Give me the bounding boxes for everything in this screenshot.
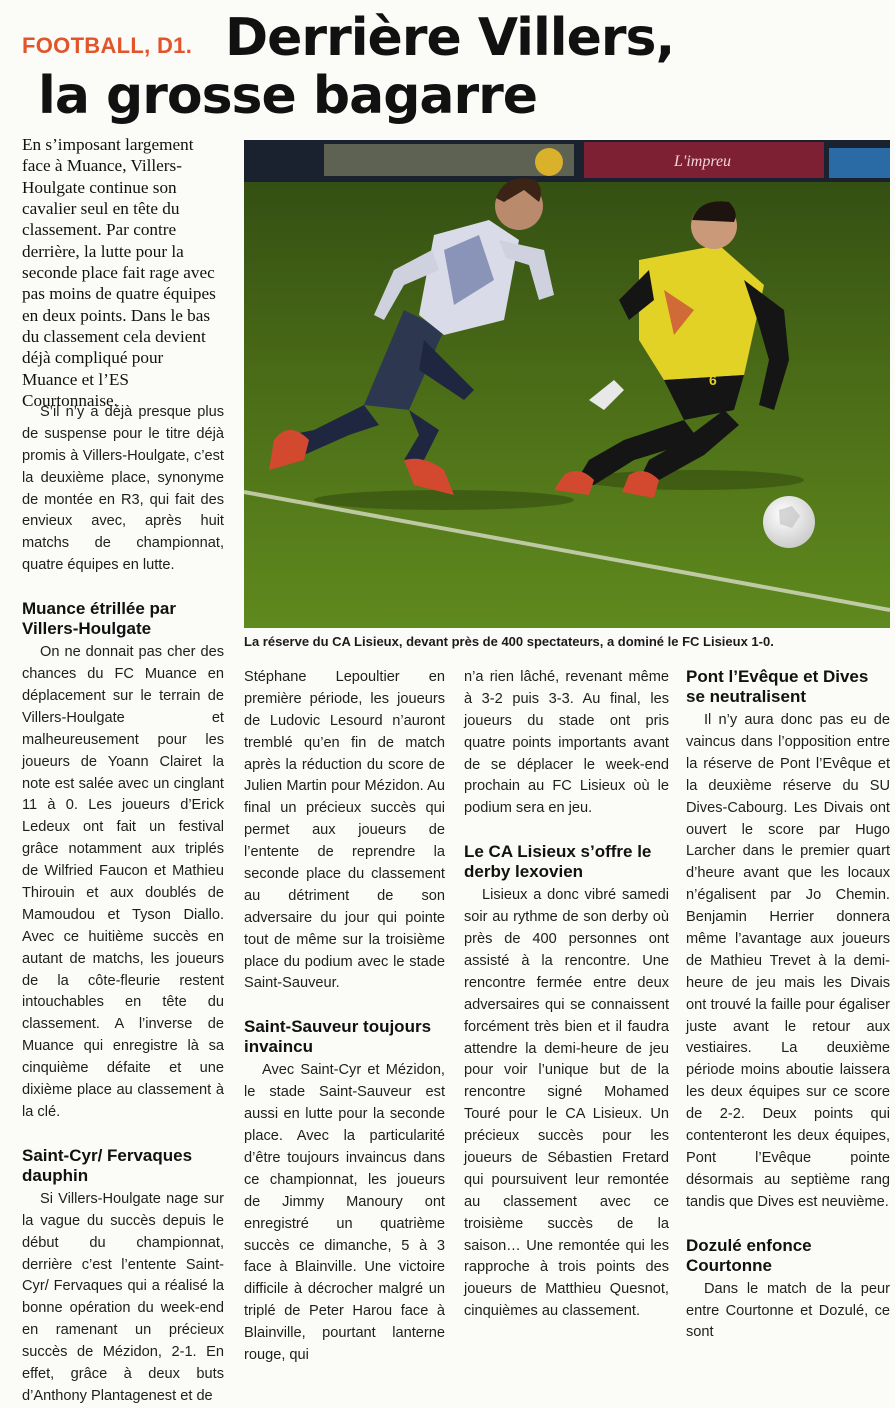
subheading-ca-lisieux: Le CA Lisieux s’offre le derby lexovien	[464, 842, 652, 882]
match-photo	[244, 140, 890, 628]
subheading-dozule: Dozulé enfonce Courtonne	[686, 1235, 812, 1275]
board-logo	[535, 148, 563, 176]
lede-text: En s’imposant largement face à Muance, Villers-Houlgate continue son cavalier seul en tête du classement. Par contre derrière, la lutte pour la seconde place fait rage avec pas moins de quatre équipes en deux points. Dans le bas du classement cela devient déjà compliqué pour Muance et l’ES Courtonnaise.	[22, 135, 216, 410]
paragraph-saint-sauveur-a: Avec Saint-Cyr et Mézidon, le stade Saint-Sauveur est aussi en lutte pour la seconde place. Avec la particularité d’être toujours invaincus dans ce championnat, les joueurs de Jimmy Manoury ont enregistré un quatrième succès ce dimanche, 5 à 3 face à Blainville. Une victoire difficile à décrocher malgré un triplé de Peter Harou face à Blainville, pourtant lanterne rouge, qui	[244, 1062, 445, 1364]
pitch	[244, 140, 890, 628]
subheading-muance: Muance étrillée par Villers-Houlgate	[22, 599, 177, 639]
paragraph-muance: On ne donnait pas cher des chances du FC Muance en déplacement sur le terrain de Villers-Houlgate et malheureusement pour les joueurs de Yoann Clairet la note est salée avec un cinglant 11 à 0. Les joueurs d’Erick Ledeux ont fait un festival grâce notamment aux triplés de Wilfried Faucon et Mathieu Thirouin et aux doublés de Mamoudou et Tyson Diallo. Avec ce huitième succès en autant de matchs, les joueurs de la côte-fleurie restent intouchables en tête du classement. A l’inverse de Muance qui enregistre là sa cinquième défaite et une dixième place au classement à la clé.	[22, 644, 224, 1120]
advertising-board-right	[829, 148, 890, 178]
shadow-left	[314, 490, 574, 510]
article-intro: S’il n’y a déjà presque plus de suspense pour le titre déjà promis à Villers-Houlgate, c’est la deuxième place, synonyme de montée en R3, qui fait des envieux avec, après huit matchs de championnat, quatre équipes en lutte.	[22, 404, 224, 574]
headline-line-1: Derrière Villers,	[225, 8, 675, 68]
photo-caption: La réserve du CA Lisieux, devant près de 400 spectateurs, a dominé le FC Lisieux 1-0.	[244, 634, 774, 649]
headline-line-2: la grosse bagarre	[38, 66, 538, 126]
paragraph-pont-leveque: Il n’y aura donc pas eu de vaincus dans l’opposition entre la réserve de Pont l’Evêque et la deuxième réserve du SU Dives-Cabourg. Les Divais ont ouvert le score par Hugo Larcher dans le premier quart d’heure avant que les locaux n’égalisent par Jo Chemin. Benjamin Herrier donnera même l’avantage aux joueurs de Mathieu Trevet à la demi-heure de jeu mais les Divais ont trouvé la faille pour égaliser juste avant le retour aux vestiaires. La deuxième période moins aboutie laissera les deux équipes sur ce score de 2-2. Deux points qui contenteront les deux équipes, Pont l’Evêque pointe désormais au septième rang tandis que Dives est neuvième.	[686, 712, 890, 1210]
subheading-saint-sauveur: Saint-Sauveur toujours invaincu	[244, 1017, 432, 1057]
paragraph-saint-sauveur-b: n’a rien lâché, revenant même à 3-2 puis 3-3. Au final, les joueurs du stade ont pris quatre points importants avant de se déplacer le week-end prochain au FC Lisieux où le podium sera en jeu.	[464, 669, 669, 817]
lede	[22, 134, 222, 411]
article-column-1	[22, 402, 224, 1404]
football-photo-illustration	[244, 140, 890, 628]
article-column-4	[686, 667, 890, 1341]
jersey-number: 6	[709, 372, 717, 388]
paragraph-ca-lisieux: Lisieux a donc vibré samedi soir au rythme de son derby où près de 400 personnes ont assisté à la rencontre. Une rencontre fermée entre deux adversaires qui se connaissent forcément très bien et il faudra attendre la demi-heure de jeu pour voir l’unique but de la rencontre signé Mohamed Touré pour le CA Lisieux. Un précieux succès pour les joueurs de Sébastien Fretard qui poursuivent leur remontée au classement avec ce troisième succès de la saison… Une remontée qui les rapproche à trois points des joueurs de Matthieu Quesnot, cinquièmes au classement.	[464, 887, 669, 1320]
subheading-saint-cyr: Saint-Cyr/ Fervaques dauphin	[22, 1145, 193, 1185]
paragraph-saint-cyr-b: Stéphane Lepoultier en première période, les joueurs de Ludovic Lesourd n’auront tremblé qu’en fin de match après la réduction du score de Julien Martin pour Mézidon. Au final un précieux succès qui permet aux joueurs de l’entente de reprendre la seconde place du classement au détriment de son adversaire du jour qui pointe tout de même sur la troisième place du podium avec le stade Saint-Sauveur.	[244, 669, 445, 992]
paragraph-dozule: Dans le match de la peur entre Courtonne et Dozulé, ce sont	[686, 1280, 890, 1341]
board-text: L'impreu	[674, 153, 732, 170]
subheading-pont-leveque: Pont l’Evêque et Dives se neutralisent	[686, 667, 869, 707]
article-column-2	[244, 667, 445, 1364]
shadow-right	[584, 470, 804, 490]
section-kicker: FOOTBALL, D1.	[22, 33, 193, 58]
article-column-3	[464, 667, 669, 1320]
paragraph-saint-cyr-a: Si Villers-Houlgate nage sur la vague du succès depuis le début du championnat, derrière c’est l’entente Saint-Cyr/ Fervaques qui a réalisé la bonne opération du week-end en ramenant un précieux succès de Mézidon, 2-1. En effet, grâce à deux buts d’Anthony Plantagenest et de	[22, 1190, 224, 1404]
